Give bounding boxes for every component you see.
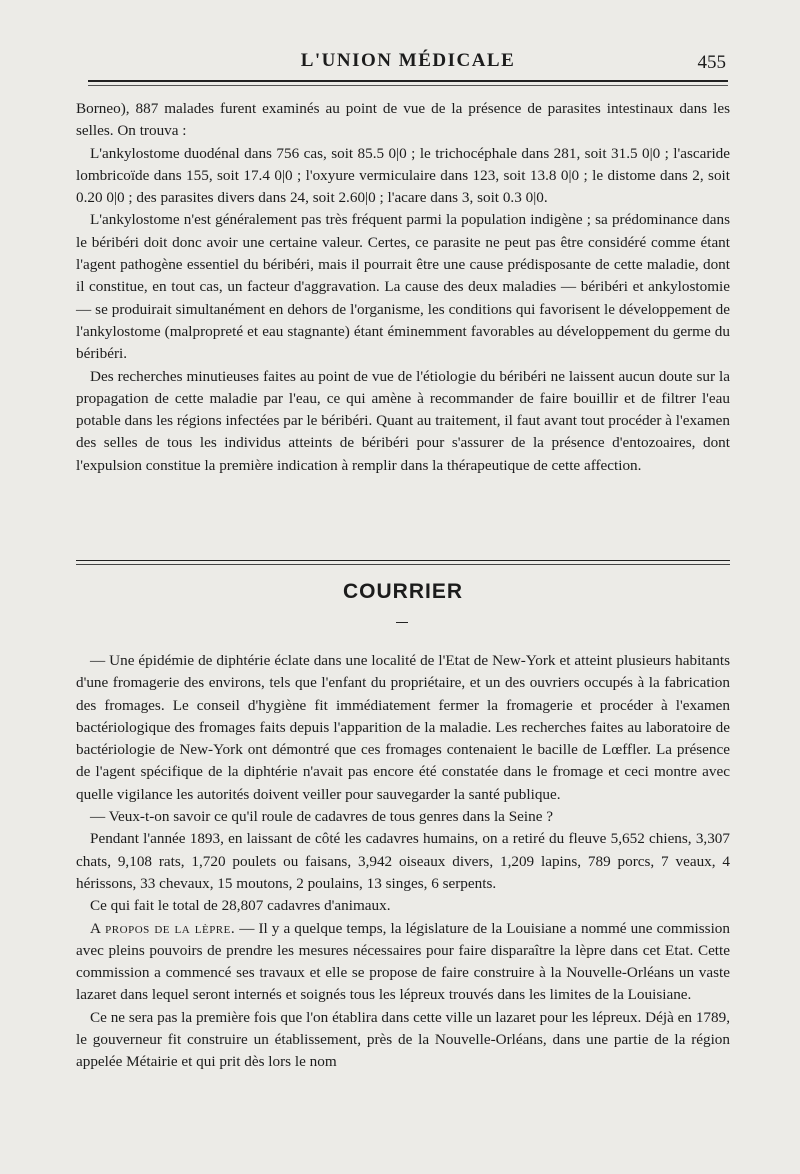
courrier-section — [76, 650, 730, 1074]
paragraph: Ce qui fait le total de 28,807 cadavres d'animaux. — [90, 897, 391, 915]
paragraph: L'ankylostome n'est généralement pas très fréquent parmi la population indigène ; sa prédominance dans le béribéri doit donc avoir une certaine valeur. Certes, ce parasite ne peut pas être considéré comme étant l'agent pathogène essentiel du béribéri, mais il pourrait être une cause prédisposante de cette maladie, dont il constitue, en tout cas, un facteur d'aggravation. La cause des deux maladies — béribéri et ankylostomie — se produirait simultanément en dehors de l'organisme, les conditions qui favorisent le développement de l'ankylostome (malpropreté et eau stagnante) étant éminemment favorables au développement du germe du béribéri. — [76, 211, 730, 363]
paragraph: — Une épidémie de diphtérie éclate dans une localité de l'Etat de New-York et atteint plusieurs habitants d'une fromagerie des environs, tels que l'enfant du propriétaire, et un des ouvriers occupés à la fabrication des fromages. Le conseil d'hygiène fit immédiatement fermer la fromagerie et procéder à l'examen bactériologique des fromages faits depuis l'apparition de la maladie. Les recherches faites au laboratoire de bactériologie de New-York ont démontré que ces fromages contenaient le bacille de Lœffler. La présence de l'agent spécifique de la diphtérie n'avait pas encore été constatée dans le fromage et ceci montre avec quelle vigilance les autorités doivent veiller pour sauvegarder la santé publique. — [76, 652, 730, 803]
paragraph: Ce ne sera pas la première fois que l'on établira dans cette ville un lazaret pour les lépreux. Déjà en 1789, le gouverneur fit construire un établissement, près de la Nouvelle-Orléans, dans une partie de la région appelée Métairie et qui prit dès lors le nom — [76, 1008, 730, 1071]
section-title: COURRIER — [342, 580, 463, 603]
paragraph-lepre — [76, 918, 730, 1007]
journal-title: L'UNION MÉDICALE — [300, 50, 516, 71]
lepre-text: — Il y a quelque temps, la législature de la Louisiane a nommé une commission avec pleins pouvoirs de prendre les mesures nécessaires pour faire disparaître la lèpre dans cet Etat. Cette commission a commencé ses travaux et elle se propose de faire construire à la Nouvelle-Orléans un vaste lazaret dans lequel seront internés et soignés tous les lépreux trouvés dans les limites de la Louisiane. — [76, 919, 730, 1004]
section-divider — [76, 560, 730, 561]
lepre-heading: A propos de la lèpre. — [90, 919, 236, 937]
paragraph: Borneo), 887 malades furent examinés au point de vue de la présence de parasites intestinaux dans les selles. On trouva : — [76, 100, 730, 140]
paragraph: Des recherches minutieuses faites au point de vue de l'étiologie du béribéri ne laissent aucun doute sur la propagation de cette maladie par l'eau, ce qui amène à recommander de faire bouillir et de filtrer l'eau potable dans les régions infectées par le béribéri. Quant au traitement, il faut avant tout procéder à l'examen des selles de tous les individus atteints de béribéri pour s'assurer de la présence d'entozoaires, dont l'expulsion constitue la première indication à remplir dans la thérapeutique de cette affection. — [76, 367, 730, 474]
page-number: 455 — [697, 52, 726, 73]
paragraph: L'ankylostome duodénal dans 756 cas, soit 85.5 0|0 ; le trichocéphale dans 281, soit 31.5 0|0 ; l'ascaride lombricoïde dans 155, soit 17.4 0|0 ; l'oxyure vermiculaire dans 123, soit 13.8 0|0 ; le distome dans 2, soit 0.20 0|0 ; des parasites divers dans 24, soit 2.60|0 ; l'acare dans 3, soit 0.3 0|0. — [76, 144, 730, 207]
page-header — [88, 46, 728, 86]
title-dash — [396, 622, 408, 623]
article-continuation — [76, 98, 730, 477]
paragraph: — Veux-t-on savoir ce qu'il roule de cadavres de tous genres dans la Seine ? — [90, 808, 553, 826]
header-rule — [88, 80, 728, 82]
paragraph: Pendant l'année 1893, en laissant de côté les cadavres humains, on a retiré du fleuve 5,652 chiens, 3,307 chats, 9,108 rats, 1,720 poulets ou faisans, 3,942 oiseaux divers, 1,209 lapins, 789 porcs, 7 veaux, 4 hérissons, 33 chevaux, 15 moutons, 2 poulains, 13 singes, 6 serpents. — [76, 830, 730, 892]
